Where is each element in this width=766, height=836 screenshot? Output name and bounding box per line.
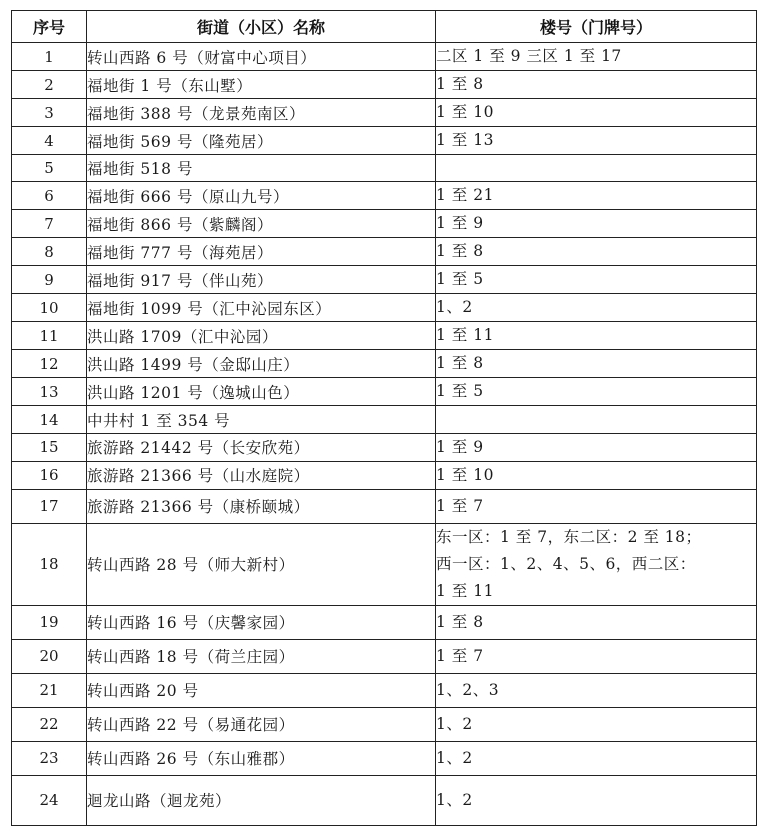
address-table [11,10,757,826]
row-building [436,406,757,433]
row-building: 二区 1 至 9 三区 1 至 17 [436,43,757,71]
table-row [12,406,757,433]
row-no: 15 [12,433,87,461]
row-building: 1、2、3 [436,673,757,707]
row-building: 1 至 8 [436,238,757,266]
row-street-name: 迴龙山路（迴龙苑） [87,775,436,825]
row-street-name: 中井村 1 至 354 号 [87,406,436,433]
table-row [12,489,757,523]
row-building: 1 至 10 [436,461,757,489]
row-street-name: 旅游路 21366 号（山水庭院） [87,461,436,489]
row-no: 7 [12,210,87,238]
table-row [12,461,757,489]
row-building: 1 至 8 [436,350,757,378]
row-no: 16 [12,461,87,489]
building-line: 东一区：1 至 7，东二区：2 至 18； [436,527,702,546]
building-line: 1 至 11 [436,581,494,600]
row-no: 10 [12,294,87,322]
table-row [12,322,757,350]
row-no: 6 [12,182,87,210]
row-building: 1、2 [436,294,757,322]
row-street-name: 转山西路 26 号（东山雅郡） [87,741,436,775]
row-building: 1 至 7 [436,639,757,673]
building-line: 西一区：1、2、4、5、6，西二区： [436,554,696,573]
header-building-number: 楼号（门牌号） [436,11,757,43]
row-street-name: 转山西路 18 号（荷兰庄园） [87,639,436,673]
row-street-name: 旅游路 21366 号（康桥颐城） [87,489,436,523]
table-row [12,238,757,266]
table-row [12,378,757,406]
table-row [12,210,757,238]
row-no: 20 [12,639,87,673]
row-no: 5 [12,155,87,182]
row-building: 1、2 [436,775,757,825]
row-street-name: 转山西路 6 号（财富中心项目） [87,43,436,71]
row-no: 4 [12,127,87,155]
row-street-name: 洪山路 1499 号（金邸山庄） [87,350,436,378]
row-building-multiline [436,523,757,605]
table-row [12,350,757,378]
row-street-name: 转山西路 22 号（易通花园） [87,707,436,741]
table-row [12,433,757,461]
table-row [12,673,757,707]
row-street-name: 转山西路 28 号（师大新村） [87,523,436,605]
table-row [12,523,757,605]
row-no: 23 [12,741,87,775]
row-building: 1 至 8 [436,605,757,639]
row-street-name: 福地街 518 号 [87,155,436,182]
row-street-name: 福地街 1 号（东山墅） [87,71,436,99]
row-no: 17 [12,489,87,523]
row-street-name: 洪山路 1709（汇中沁园） [87,322,436,350]
row-no: 11 [12,322,87,350]
row-building: 1 至 9 [436,433,757,461]
row-no: 1 [12,43,87,71]
row-no: 24 [12,775,87,825]
table-header-row [12,11,757,43]
row-building: 1 至 21 [436,182,757,210]
row-street-name: 福地街 666 号（原山九号） [87,182,436,210]
header-no: 序号 [12,11,87,43]
row-building: 1 至 7 [436,489,757,523]
table-row [12,639,757,673]
table-row [12,182,757,210]
table-row [12,155,757,182]
row-no: 8 [12,238,87,266]
row-street-name: 福地街 866 号（紫麟阁） [87,210,436,238]
table-row [12,294,757,322]
document-page [11,10,756,826]
table-row [12,127,757,155]
table-row [12,266,757,294]
row-no: 3 [12,99,87,127]
table-row [12,43,757,71]
table-row [12,741,757,775]
row-no: 2 [12,71,87,99]
row-street-name: 洪山路 1201 号（逸城山色） [87,378,436,406]
row-no: 22 [12,707,87,741]
row-no: 9 [12,266,87,294]
row-building: 1 至 10 [436,99,757,127]
row-building: 1 至 8 [436,71,757,99]
row-no: 19 [12,605,87,639]
row-no: 13 [12,378,87,406]
row-building [436,155,757,182]
row-building: 1 至 5 [436,266,757,294]
table-row [12,71,757,99]
header-street-name: 街道（小区）名称 [87,11,436,43]
row-building: 1、2 [436,741,757,775]
row-street-name: 旅游路 21442 号（长安欣苑） [87,433,436,461]
row-building: 1 至 13 [436,127,757,155]
table-row [12,775,757,825]
row-street-name: 福地街 777 号（海苑居） [87,238,436,266]
row-street-name: 福地街 1099 号（汇中沁园东区） [87,294,436,322]
table-row [12,605,757,639]
row-building: 1 至 9 [436,210,757,238]
row-street-name: 福地街 917 号（伴山苑） [87,266,436,294]
row-building: 1 至 5 [436,378,757,406]
row-no: 21 [12,673,87,707]
row-no: 12 [12,350,87,378]
row-no: 18 [12,523,87,605]
row-street-name: 福地街 388 号（龙景苑南区） [87,99,436,127]
row-street-name: 福地街 569 号（隆苑居） [87,127,436,155]
row-street-name: 转山西路 16 号（庆馨家园） [87,605,436,639]
row-building: 1、2 [436,707,757,741]
row-street-name: 转山西路 20 号 [87,673,436,707]
row-building: 1 至 11 [436,322,757,350]
row-no: 14 [12,406,87,433]
table-row [12,707,757,741]
table-row [12,99,757,127]
